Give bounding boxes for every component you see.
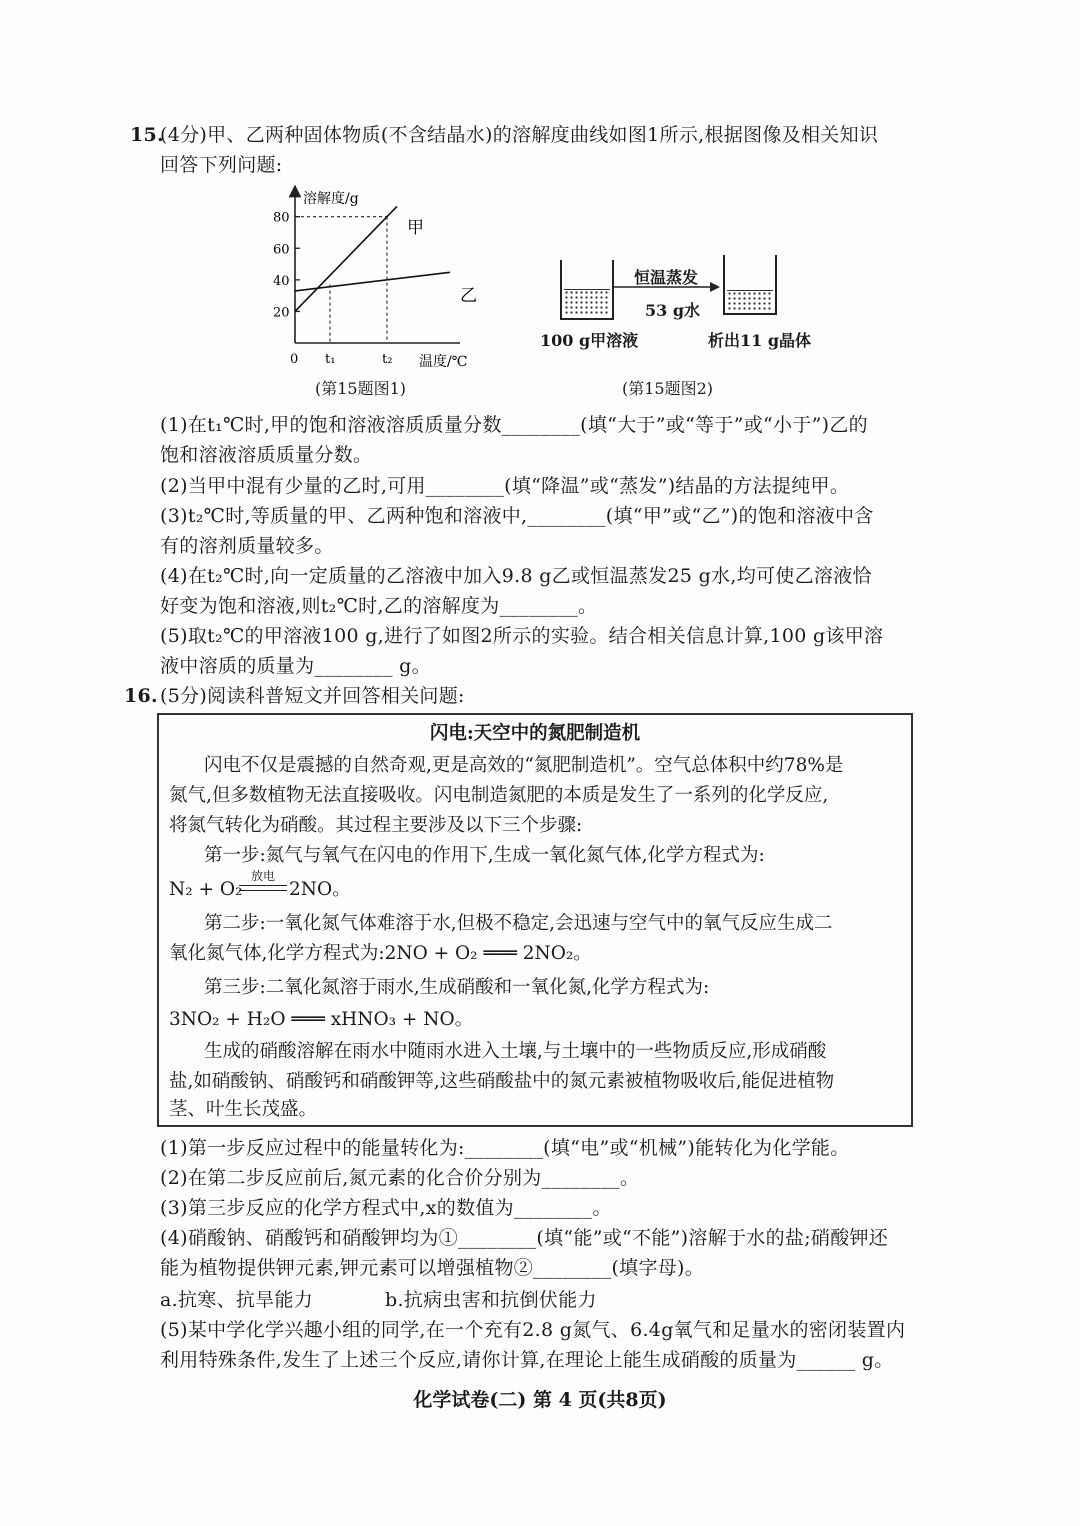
equation-1-right: 2NO。 bbox=[289, 879, 351, 900]
equation-1-condition: 放电 bbox=[250, 869, 275, 883]
x-tick-label-1: t₂ bbox=[382, 352, 393, 367]
solubility-chart bbox=[255, 183, 505, 378]
left-beaker-label: 100 g甲溶液 bbox=[540, 331, 639, 350]
q16-number: 16. bbox=[124, 685, 158, 707]
article-line-3: 将氮气转化为硝酸。其过程主要涉及以下三个步骤: bbox=[169, 815, 583, 836]
q15-part3-line1: (3)t₂℃时,等质量的甲、乙两种饱和溶液中,________(填“甲”或“乙”)的饱和溶液中含 bbox=[160, 505, 874, 527]
article-line-9: 生成的硝酸溶解在雨水中随雨水进入土壤,与土壤中的一些物质反应,形成硝酸 bbox=[204, 1041, 827, 1062]
crystals-right bbox=[727, 290, 773, 311]
q15-part5-line2: 液中溶质的质量为________ g。 bbox=[160, 655, 431, 677]
equation-1-sign bbox=[239, 885, 287, 891]
article-line-1: 闪电不仅是震撼的自然奇观,更是高效的“氮肥制造机”。空气总体积中约78%是 bbox=[204, 755, 844, 776]
x-axis-label: 温度/℃ bbox=[419, 354, 468, 370]
q16-stem: (5分)阅读科普短文并回答相关问题: bbox=[160, 685, 465, 707]
solution-left bbox=[564, 289, 610, 316]
origin-label: 0 bbox=[290, 352, 299, 367]
fig1-caption: (第15题图1) bbox=[315, 379, 407, 398]
y-tick-label-40: 40 bbox=[273, 273, 290, 289]
q16-part5-line2: 利用特殊条件,发生了上述三个反应,请你计算,在理论上能生成硝酸的质量为______ g。 bbox=[160, 1349, 894, 1371]
article-line-5: 第二步:一氧化氮气体难溶于水,但极不稳定,会迅速与空气中的氧气反应生成二 bbox=[204, 913, 833, 934]
q16-part5-line1: (5)某中学化学兴趣小组的同学,在一个充有2.8 g氮气、6.4g氧气和足量水的密闭装置内 bbox=[160, 1319, 906, 1341]
q15-part4-line2: 好变为饱和溶液,则t₂℃时,乙的溶解度为________。 bbox=[160, 595, 598, 617]
page-footer: 化学试卷(二) 第 4 页(共8页) bbox=[413, 1389, 667, 1411]
equation-1-left: N₂ + O₂ bbox=[169, 879, 243, 900]
q15-stem-line2: 回答下列问题: bbox=[160, 154, 283, 176]
right-beaker-label: 析出11 g晶体 bbox=[708, 331, 812, 350]
article-line-10: 盐,如硝酸钠、硝酸钙和硝酸钾等,这些硝酸盐中的氮元素被植物吸收后,能促进植物 bbox=[169, 1071, 835, 1092]
y-tick-label-20: 20 bbox=[273, 305, 290, 321]
option-a: a.抗寒、抗旱能力 bbox=[160, 1289, 314, 1311]
series-label-yi: 乙 bbox=[460, 286, 477, 306]
series-line-jia bbox=[295, 206, 397, 311]
arrow-label-top: 恒温蒸发 bbox=[634, 268, 699, 287]
option-b: b.抗病虫害和抗倒伏能力 bbox=[385, 1289, 597, 1311]
q15-part1-line1: (1)在t₁℃时,甲的饱和溶液溶质质量分数________(填“大于”或“等于”或“小于”)乙的 bbox=[160, 414, 868, 436]
article-line-6: 氧化氮气体,化学方程式为:2NO + O₂ ═══ 2NO₂。 bbox=[169, 943, 592, 964]
y-axis-label: 溶解度/g bbox=[303, 191, 359, 207]
q15-part3-line2: 有的溶剂质量较多。 bbox=[160, 535, 334, 557]
beaker-right bbox=[723, 255, 777, 315]
q16-part2: (2)在第二步反应前后,氮元素的化合价分别为________。 bbox=[160, 1167, 640, 1189]
y-tick-label-80: 80 bbox=[273, 210, 290, 226]
q16-part3: (3)第三步反应的化学方程式中,x的数值为________。 bbox=[160, 1197, 612, 1219]
science-article-box bbox=[157, 713, 913, 1127]
article-line-2: 氮气,但多数植物无法直接吸收。闪电制造氮肥的本质是发生了一系列的化学反应, bbox=[169, 785, 829, 806]
beaker-left bbox=[560, 260, 614, 320]
q15-part5-line1: (5)取t₂℃的甲溶液100 g,进行了如图2所示的实验。结合相关信息计算,100 g该甲溶 bbox=[160, 625, 884, 647]
series-label-jia: 甲 bbox=[407, 218, 424, 238]
series-line-yi bbox=[295, 272, 450, 291]
q15-stem-line1: (4分)甲、乙两种固体物质(不含结晶水)的溶解度曲线如图1所示,根据图像及相关知识 bbox=[160, 124, 879, 146]
x-tick-label-0: t₁ bbox=[325, 352, 336, 367]
article-line-8: 3NO₂ + H₂O ═══ xHNO₃ + NO。 bbox=[169, 1009, 474, 1030]
q16-part1: (1)第一步反应过程中的能量转化为:________(填“电”或“机械”)能转化为化学能。 bbox=[160, 1137, 850, 1159]
y-tick-label-60: 60 bbox=[273, 242, 290, 258]
article-line-7: 第三步:二氧化氮溶于雨水,生成硝酸和一氧化氮,化学方程式为: bbox=[204, 977, 710, 998]
q15-part2-line1: (2)当甲中混有少量的乙时,可用________(填“降温”或“蒸发”)结晶的方法提纯甲。 bbox=[160, 475, 850, 497]
article-line-11: 茎、叶生长茂盛。 bbox=[169, 1099, 318, 1120]
arrow-label-bottom: 53 g水 bbox=[645, 301, 701, 320]
article-line-4: 第一步:氮气与氧气在闪电的作用下,生成一氧化氮气体,化学方程式为: bbox=[204, 845, 765, 866]
fig2-caption: (第15题图2) bbox=[622, 379, 714, 398]
q15-part1-line2: 饱和溶液溶质质量分数。 bbox=[160, 444, 373, 466]
article-title: 闪电:天空中的氮肥制造机 bbox=[429, 723, 641, 744]
q15-number: 15. bbox=[130, 124, 164, 146]
q16-part4-line1: (4)硝酸钠、硝酸钙和硝酸钾均为①________(填“能”或“不能”)溶解于水的盐;硝酸钾还 bbox=[160, 1227, 889, 1249]
q15-part4-line1: (4)在t₂℃时,向一定质量的乙溶液中加入9.8 g乙或恒温蒸发25 g水,均可使乙溶液恰 bbox=[160, 565, 872, 587]
q16-part4-line2: 能为植物提供钾元素,钾元素可以增强植物②________(填字母)。 bbox=[160, 1257, 705, 1279]
